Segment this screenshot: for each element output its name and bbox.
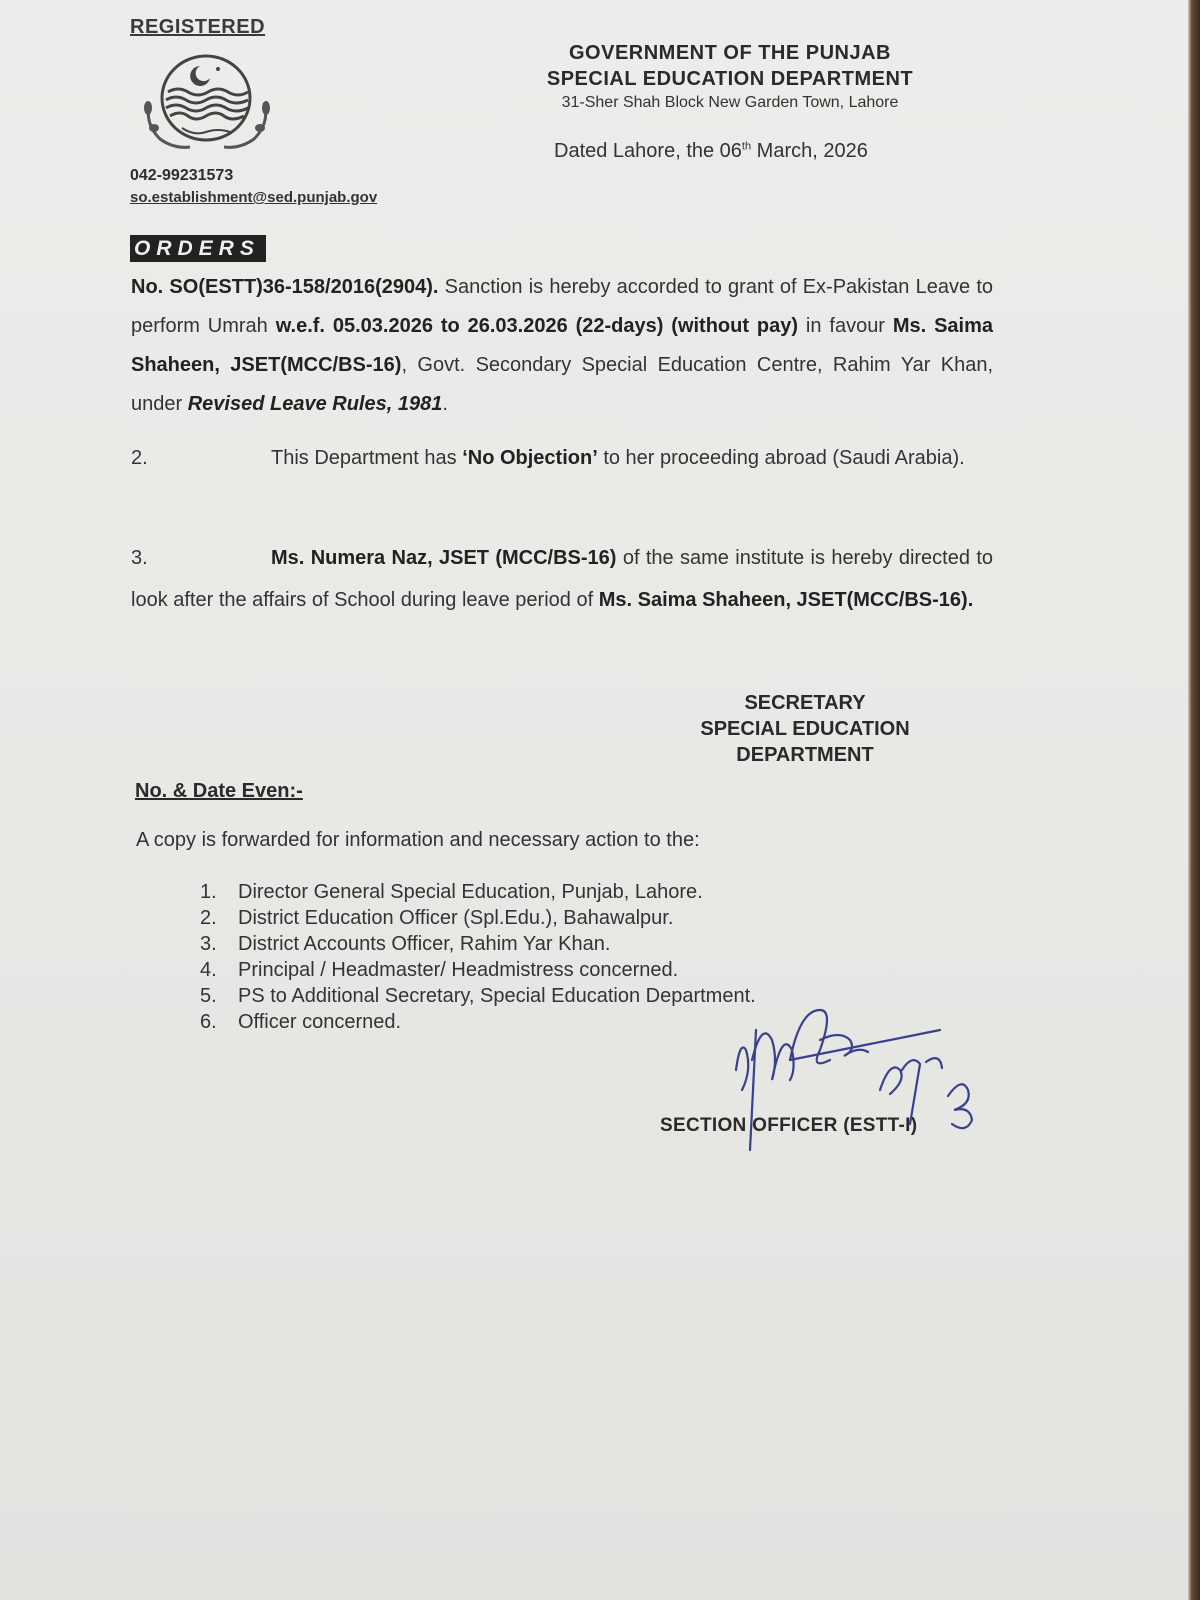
list-item: 1. Director General Special Education, Punjab, Lahore.: [200, 881, 703, 903]
list-item: 2. District Education Officer (Spl.Edu.), Bahawalpur.: [200, 907, 674, 929]
paragraph-number: 3.: [131, 547, 148, 569]
registered-label: REGISTERED: [130, 16, 266, 38]
list-item: 6. Officer concerned.: [200, 1011, 402, 1033]
government-title: GOVERNMENT OF THE PUNJAB: [568, 42, 892, 64]
no-date-even-heading: No. & Date Even:-: [135, 780, 303, 802]
employee-name: Ms. Saima Shaheen, JSET(MCC/BS-16).: [598, 589, 974, 611]
order-paragraph-3: 3. Ms. Numera Naz, JSET (MCC/BS-16) of the same institute is hereby directed to look after the affairs of School during leave period of Ms. Saima Shaheen, JSET(MCC/BS-16).: [131, 537, 993, 621]
leave-period: w.e.f. 05.03.2026 to 26.03.2026 (22-days) (without pay): [275, 315, 799, 337]
secretary-block: SECRETARY SPECIAL EDUCATION DEPARTMENT: [700, 692, 910, 766]
employee-name: Ms. Saima Shaheen, JSET(MCC/BS-16): [131, 315, 994, 376]
order-paragraph-2: 2. This Department has ‘No Objection’ to her proceeding abroad (Saudi Arabia).: [131, 437, 993, 479]
list-item: 4. Principal / Headmaster/ Headmistress concerned.: [200, 959, 679, 981]
email-link[interactable]: so.establishment@sed.punjab.gov: [130, 189, 378, 206]
department-address: 31-Sher Shah Block New Garden Town, Lahore: [561, 94, 899, 111]
no-objection: ‘No Objection’: [462, 447, 598, 469]
phone-number: 042-99231573: [130, 167, 234, 184]
list-item: 3. District Accounts Officer, Rahim Yar Khan.: [200, 933, 611, 955]
copy-forward-intro: A copy is forwarded for information and necessary action to the:: [136, 829, 700, 851]
handwritten-signature: [730, 1000, 1010, 1180]
leave-rules: Revised Leave Rules, 1981: [187, 393, 443, 415]
paragraph-number: 2.: [131, 447, 148, 469]
order-number: No. SO(ESTT)36-158/2016(2904).: [131, 276, 439, 298]
dated-line: Dated Lahore, the 06th March, 2026: [554, 140, 868, 162]
table-edge: [1188, 0, 1200, 1600]
distribution-list: [200, 879, 756, 1035]
substitute-name: Ms. Numera Naz, JSET (MCC/BS-16): [271, 547, 617, 569]
punjab-government-emblem-icon: [138, 48, 278, 158]
section-officer-label: SECTION OFFICER (ESTT-I): [660, 1115, 918, 1136]
department-header: [480, 40, 980, 114]
department-title: SPECIAL EDUCATION DEPARTMENT: [546, 68, 914, 90]
order-paragraph-1: No. SO(ESTT)36-158/2016(2904). Sanction is hereby accorded to grant of Ex-Pakistan Leave to perform Umrah w.e.f. 05.03.2026 to 26.03.2026 (22-days) (without pay) in favour Ms. Saima Shaheen, JSET(MCC/BS-16), Govt. Secondary Special Education Centre, Rahim Yar Khan, under Revised Leave Rules, 1981.: [131, 276, 994, 415]
list-item: 5. PS to Additional Secretary, Special Education Department.: [200, 985, 756, 1007]
orders-heading: ORDERS: [130, 235, 266, 262]
